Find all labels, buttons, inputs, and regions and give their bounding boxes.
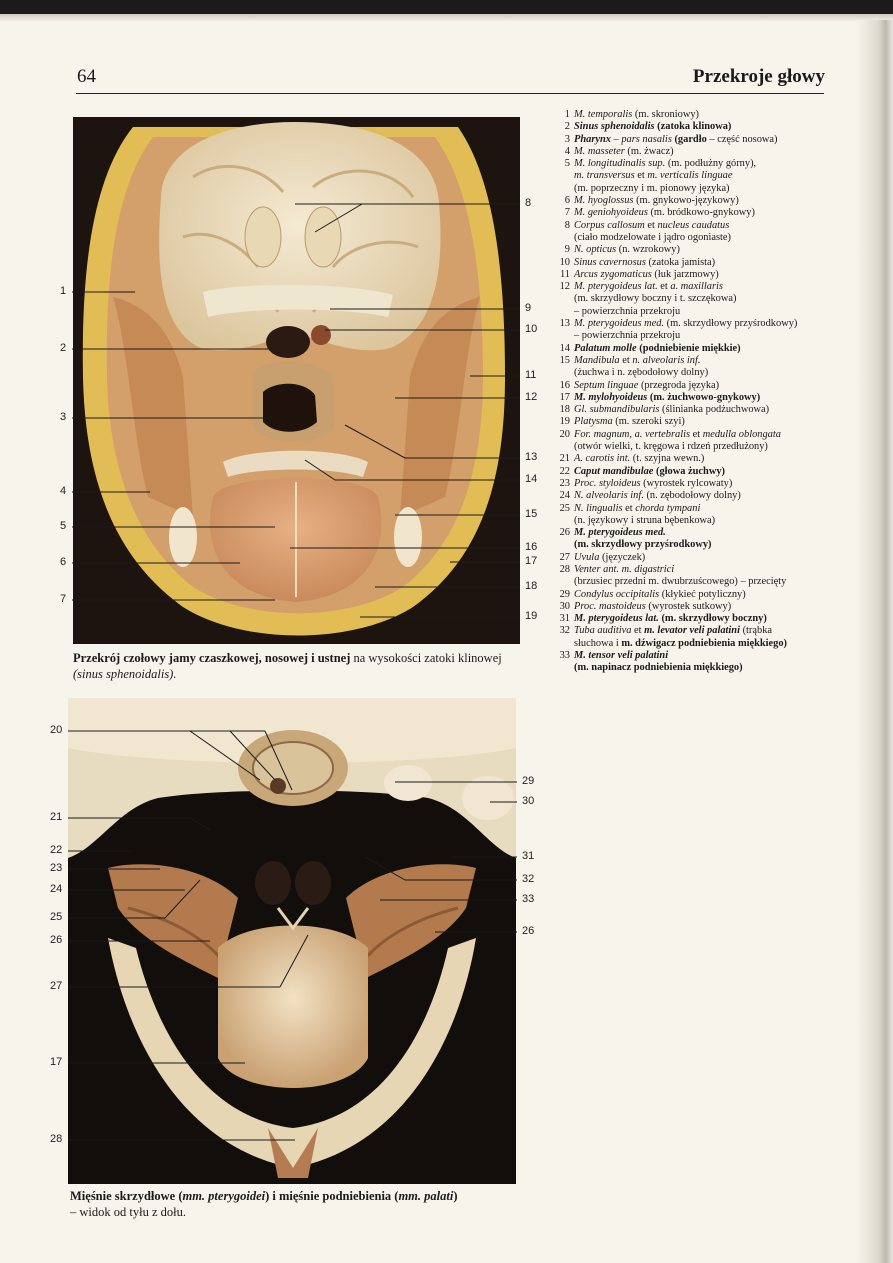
legend-item <box>560 257 822 269</box>
legend-text: (trąbka <box>739 625 773 637</box>
legend-text: M. pterygoideus med. <box>574 318 665 330</box>
legend-text: m. verticalis linguae <box>647 170 733 182</box>
callout-number: 10 <box>525 323 538 335</box>
legend-line <box>574 121 822 133</box>
legend-item <box>560 121 822 133</box>
legend-number: 13 <box>559 318 570 330</box>
callout-number: 14 <box>525 473 538 485</box>
legend-number: 24 <box>559 490 570 502</box>
legend-text: (kłykieć potyliczny) <box>659 588 746 600</box>
legend-line <box>574 158 822 170</box>
legend-item <box>560 490 822 502</box>
legend-line <box>574 257 822 269</box>
legend-line <box>574 564 822 576</box>
caption-italic: (sinus sphenoidalis). <box>73 667 177 681</box>
legend-item <box>560 269 822 281</box>
legend-line <box>574 404 822 416</box>
legend-line <box>574 527 822 539</box>
legend-text: (m. żuchwowo-gnykowy) <box>647 391 761 403</box>
legend-text: – powierzchnia przekroju <box>574 305 681 317</box>
legend-number: 3 <box>564 133 570 145</box>
legend-text: słuchowa i <box>574 637 622 649</box>
legend-text: et <box>619 354 633 366</box>
legend-item <box>560 453 822 465</box>
legend-item <box>560 416 822 428</box>
legend-line <box>574 589 822 601</box>
legend-number: 30 <box>559 600 570 612</box>
legend-item <box>560 589 822 601</box>
legend-text: – część nosowa) <box>706 133 778 145</box>
legend-item <box>560 650 822 675</box>
legend-item <box>560 158 822 195</box>
callout-number: 32 <box>522 873 535 885</box>
legend-text: M. longitudinalis sup. <box>574 158 666 170</box>
legend-item <box>560 318 822 343</box>
legend-number: 23 <box>559 477 570 489</box>
legend-text: A. carotis int. <box>574 453 631 465</box>
legend-text: a. maxillaris <box>670 281 723 293</box>
legend-text: (m. skrzydłowy boczny) <box>658 613 767 625</box>
legend-item <box>560 109 822 121</box>
legend-text: m. levator veli palatini <box>644 625 740 637</box>
legend-line <box>574 416 822 428</box>
legend-line <box>574 207 822 219</box>
legend-line <box>574 613 822 625</box>
pterygoid-muscles-photo <box>68 698 516 1184</box>
legend-item <box>560 404 822 416</box>
legend-number: 11 <box>559 268 570 280</box>
legend-text: (m. skroniowy) <box>632 109 699 120</box>
legend-text: Condylus occipitalis <box>574 588 660 600</box>
legend-text: – powierzchnia przekroju <box>574 330 681 342</box>
legend-text: Platysma <box>574 416 613 428</box>
legend-text: (brzusiec przedni m. dwubrzuścowego) – przecięty <box>574 576 787 588</box>
legend-text: Uvula <box>574 551 600 563</box>
legend-text: et <box>657 281 671 293</box>
legend-item <box>560 552 822 564</box>
callout-number: 13 <box>525 451 538 463</box>
legend-line <box>574 515 822 527</box>
legend-item <box>560 429 822 454</box>
legend-item <box>560 466 822 478</box>
scan-shadow <box>0 14 893 22</box>
legend-text: (m. bródkowo-gnykowy) <box>647 207 755 219</box>
legend-number: 19 <box>559 416 570 428</box>
legend-line <box>574 109 822 121</box>
legend-number: 32 <box>559 625 570 637</box>
legend-item <box>560 207 822 219</box>
legend-number: 5 <box>564 158 570 170</box>
legend-number: 26 <box>559 527 570 539</box>
legend-line <box>574 170 822 182</box>
legend-number: 25 <box>559 502 570 514</box>
legend-item <box>560 195 822 207</box>
legend-text: (n. językowy i struna bębenkowa) <box>574 514 716 526</box>
callout-number: 26 <box>522 925 535 937</box>
legend-number: 10 <box>559 256 570 268</box>
legend-number: 8 <box>564 219 570 231</box>
legend-text: (n. wzrokowy) <box>616 244 680 256</box>
legend-number: 33 <box>559 650 570 662</box>
legend-text: (wyrostek sutkowy) <box>645 600 732 612</box>
legend-text: (m. skrzydłowy boczny i t. szczękowa) <box>574 293 737 305</box>
legend-text: Gl. submandibularis <box>574 404 660 416</box>
figure1-caption <box>73 650 523 682</box>
legend-text: (m. skrzydłowy przyśrodkowy) <box>664 318 798 330</box>
legend-text: medulla oblongata <box>702 428 781 440</box>
callout-number: 19 <box>525 610 538 622</box>
legend-text: (zatoka jamista) <box>645 256 716 268</box>
legend-line <box>574 662 822 674</box>
legend-text: et <box>634 170 648 182</box>
legend-text: M. hyoglossus <box>574 195 634 207</box>
legend-number: 14 <box>559 342 570 354</box>
legend-number: 29 <box>559 588 570 600</box>
legend-text: (m. szeroki szyi) <box>612 416 685 428</box>
legend-text: M. geniohyoideus <box>574 207 648 219</box>
legend-text: M. pterygoideus lat. <box>574 613 659 625</box>
legend-text: et <box>690 428 703 440</box>
legend-line <box>574 183 822 195</box>
legend-text: chorda tympani <box>635 502 701 514</box>
legend-text: N. alveolaris inf. <box>574 490 644 502</box>
legend-item <box>560 625 822 650</box>
legend-number: 4 <box>564 145 570 157</box>
legend-line <box>574 466 822 478</box>
legend-line <box>574 539 822 551</box>
legend-text: et <box>631 625 645 637</box>
legend-number: 17 <box>559 391 570 403</box>
legend-line <box>574 625 822 637</box>
legend-text: Arcus zygomaticus <box>574 268 652 280</box>
legend-text: Venter ant. m. digastrici <box>574 563 675 575</box>
legend-item <box>560 355 822 380</box>
legend-number: 20 <box>559 428 570 440</box>
callout-number: 11 <box>525 369 537 381</box>
section-title: Przekroje głowy <box>692 66 825 87</box>
coronal-section-photo <box>73 117 520 644</box>
callout-number: 6 <box>60 556 67 568</box>
legend-text: m. dźwigacz podniebienia miękkiego) <box>621 637 787 649</box>
legend-item <box>560 220 822 245</box>
legend-text: For. magnum, a. vertebralis <box>574 428 691 440</box>
legend-line <box>574 601 822 613</box>
legend-line <box>574 134 822 146</box>
legend-line <box>574 330 822 342</box>
callout-number: 18 <box>525 580 538 592</box>
callout-number: 33 <box>522 893 535 905</box>
legend-text: Proc. styloideus <box>574 477 641 489</box>
legend-text: (m. żwacz) <box>624 145 674 157</box>
figure2-caption <box>70 1188 520 1220</box>
caption-bold: Mięśnie skrzydłowe ( <box>70 1189 183 1203</box>
caption-text: na wysokości zatoki klinowej <box>350 651 502 665</box>
legend-line <box>574 232 822 244</box>
legend-text: (n. zębodołowy dolny) <box>643 490 741 502</box>
legend-item <box>560 146 822 158</box>
legend-number: 15 <box>559 354 570 366</box>
legend-number: 22 <box>559 465 570 477</box>
legend-item <box>560 527 822 552</box>
legend-text: n. alveolaris inf. <box>632 354 701 366</box>
callout-number: 15 <box>525 508 538 520</box>
legend-line <box>574 146 822 158</box>
callout-number: 20 <box>50 724 63 736</box>
callout-number: 2 <box>60 342 67 354</box>
legend-text: (języczek) <box>599 551 646 563</box>
legend-text: Caput mandibulae <box>574 465 654 477</box>
callout-number: 1 <box>60 285 67 297</box>
legend-text: (m. napinacz podniebienia miękkiego) <box>574 662 743 674</box>
legend-text: M. masseter <box>574 145 625 157</box>
legend-text: (m. gnykowo-językowy) <box>633 195 739 207</box>
legend-line <box>574 478 822 490</box>
legend-number: 9 <box>564 244 570 256</box>
pterygoid-illustration <box>68 698 516 1184</box>
legend-number: 6 <box>564 195 570 207</box>
callout-number: 17 <box>525 555 538 567</box>
legend-text: Sinus sphenoidalis <box>574 121 655 133</box>
legend-text: M. pterygoideus lat. <box>574 281 658 293</box>
legend-item <box>560 343 822 355</box>
caption-bold: ) <box>453 1189 458 1203</box>
legend-item <box>560 503 822 528</box>
legend-item <box>560 380 822 392</box>
legend-text: (m. skrzydłowy przyśrodkowy) <box>574 539 712 551</box>
legend-number: 31 <box>559 613 570 625</box>
legend-line <box>574 293 822 305</box>
callout-number: 25 <box>50 911 63 923</box>
legend-number: 1 <box>564 109 570 120</box>
legend-text: M. tensor veli palatini <box>574 650 669 662</box>
callout-number: 9 <box>525 302 532 314</box>
legend-text: (t. szyjna wewn.) <box>630 453 705 465</box>
legend-text: Pharynx <box>574 133 611 145</box>
legend-line <box>574 343 822 355</box>
callout-number: 12 <box>525 391 538 403</box>
legend-text: M. mylohyoideus <box>574 391 648 403</box>
legend-line <box>574 453 822 465</box>
callout-number: 16 <box>525 541 538 553</box>
legend-number: 2 <box>564 121 570 133</box>
callout-number: 22 <box>50 844 63 856</box>
legend-line <box>574 220 822 232</box>
legend-line <box>574 552 822 564</box>
legend-item <box>560 478 822 490</box>
callout-number: 31 <box>522 850 535 862</box>
legend-item <box>560 613 822 625</box>
legend-text: (głowa żuchwy) <box>653 465 725 477</box>
callout-number: 17 <box>50 1056 63 1068</box>
callout-number: 8 <box>525 197 532 209</box>
caption-bold: Przekrój czołowy jamy czaszkowej, nosowej i ustnej <box>73 651 351 665</box>
anatomy-legend <box>560 109 822 675</box>
legend-text: (zatoka klinowa) <box>654 121 732 133</box>
legend-line <box>574 429 822 441</box>
legend-line <box>574 638 822 650</box>
caption-text: – widok od tyłu z dołu. <box>70 1205 186 1219</box>
legend-text: (m. poprzeczny i m. pionowy języka) <box>574 182 730 194</box>
legend-text: (łuk jarzmowy) <box>651 268 719 280</box>
legend-text: (przegroda języka) <box>638 379 720 391</box>
page-number: 64 <box>77 66 96 87</box>
callout-number: 27 <box>50 980 63 992</box>
callout-number: 24 <box>50 883 63 895</box>
legend-line <box>574 306 822 318</box>
legend-line <box>574 650 822 662</box>
legend-item <box>560 392 822 404</box>
legend-number: 7 <box>564 207 570 219</box>
caption-italic: mm. palati <box>398 1189 454 1203</box>
legend-item <box>560 244 822 256</box>
caption-italic: mm. pterygoidei <box>182 1189 266 1203</box>
callout-number: 7 <box>60 593 67 605</box>
legend-line <box>574 244 822 256</box>
legend-line <box>574 281 822 293</box>
legend-text: (ślinianka podżuchwowa) <box>659 404 770 416</box>
legend-text: (gardło <box>671 133 707 145</box>
caption-bold: ) i mięśnie podniebienia ( <box>265 1189 399 1203</box>
legend-text: (m. podłużny górny), <box>665 158 757 170</box>
legend-text: (ciało modzelowate i jądro ogoniaste) <box>574 231 731 243</box>
legend-number: 27 <box>559 551 570 563</box>
legend-text: et <box>622 502 636 514</box>
legend-text: M. temporalis <box>574 109 633 120</box>
coronal-section-illustration <box>73 117 520 644</box>
legend-number: 18 <box>559 404 570 416</box>
legend-text: Mandibula <box>574 354 620 366</box>
legend-item <box>560 134 822 146</box>
legend-line <box>574 367 822 379</box>
legend-line <box>574 490 822 502</box>
legend-item <box>560 564 822 589</box>
callout-number: 21 <box>50 811 63 823</box>
legend-item <box>560 601 822 613</box>
legend-text: pars nasalis <box>621 133 672 145</box>
legend-text: (otwór wielki, t. kręgowa i rdzeń przedłużony) <box>574 441 768 453</box>
callout-number: 5 <box>60 520 67 532</box>
legend-text: m. transversus <box>574 170 635 182</box>
callout-number: 29 <box>522 775 535 787</box>
legend-text: – <box>610 133 622 145</box>
header-rule <box>76 93 824 94</box>
legend-text: M. pterygoideus med. <box>574 527 666 539</box>
legend-text: Tuba auditiva <box>574 625 632 637</box>
callout-number: 26 <box>50 934 63 946</box>
legend-text: N. opticus <box>574 244 617 256</box>
legend-text: Sinus cavernosus <box>574 256 646 268</box>
legend-number: 21 <box>559 453 570 465</box>
legend-item <box>560 281 822 318</box>
legend-text: (żuchwa i n. zębodołowy dolny) <box>574 367 709 379</box>
callout-number: 28 <box>50 1133 63 1145</box>
callout-number: 3 <box>60 411 67 423</box>
legend-number: 16 <box>559 379 570 391</box>
legend-text: Septum linguae <box>574 379 639 391</box>
legend-line <box>574 355 822 367</box>
legend-text: N. lingualis <box>574 502 623 514</box>
legend-line <box>574 576 822 588</box>
legend-text: Corpus callosum <box>574 219 645 231</box>
legend-number: 28 <box>559 563 570 575</box>
legend-line <box>574 441 822 453</box>
legend-text: nucleus caudatus <box>657 219 730 231</box>
legend-line <box>574 380 822 392</box>
legend-line <box>574 318 822 330</box>
legend-text: (wyrostek rylcowaty) <box>640 477 733 489</box>
legend-text: Proc. mastoideus <box>574 600 646 612</box>
legend-line <box>574 269 822 281</box>
book-binding-edge <box>857 20 893 1263</box>
legend-text: (podniebienie miękkie) <box>636 342 741 354</box>
callout-number: 30 <box>522 795 535 807</box>
legend-number: 12 <box>559 281 570 293</box>
legend-line <box>574 195 822 207</box>
scan-top-edge <box>0 0 893 14</box>
legend-line <box>574 392 822 404</box>
legend-text: et <box>644 219 658 231</box>
callout-number: 23 <box>50 862 63 874</box>
legend-text: Palatum molle <box>574 342 637 354</box>
legend-line <box>574 503 822 515</box>
callout-number: 4 <box>60 485 67 497</box>
